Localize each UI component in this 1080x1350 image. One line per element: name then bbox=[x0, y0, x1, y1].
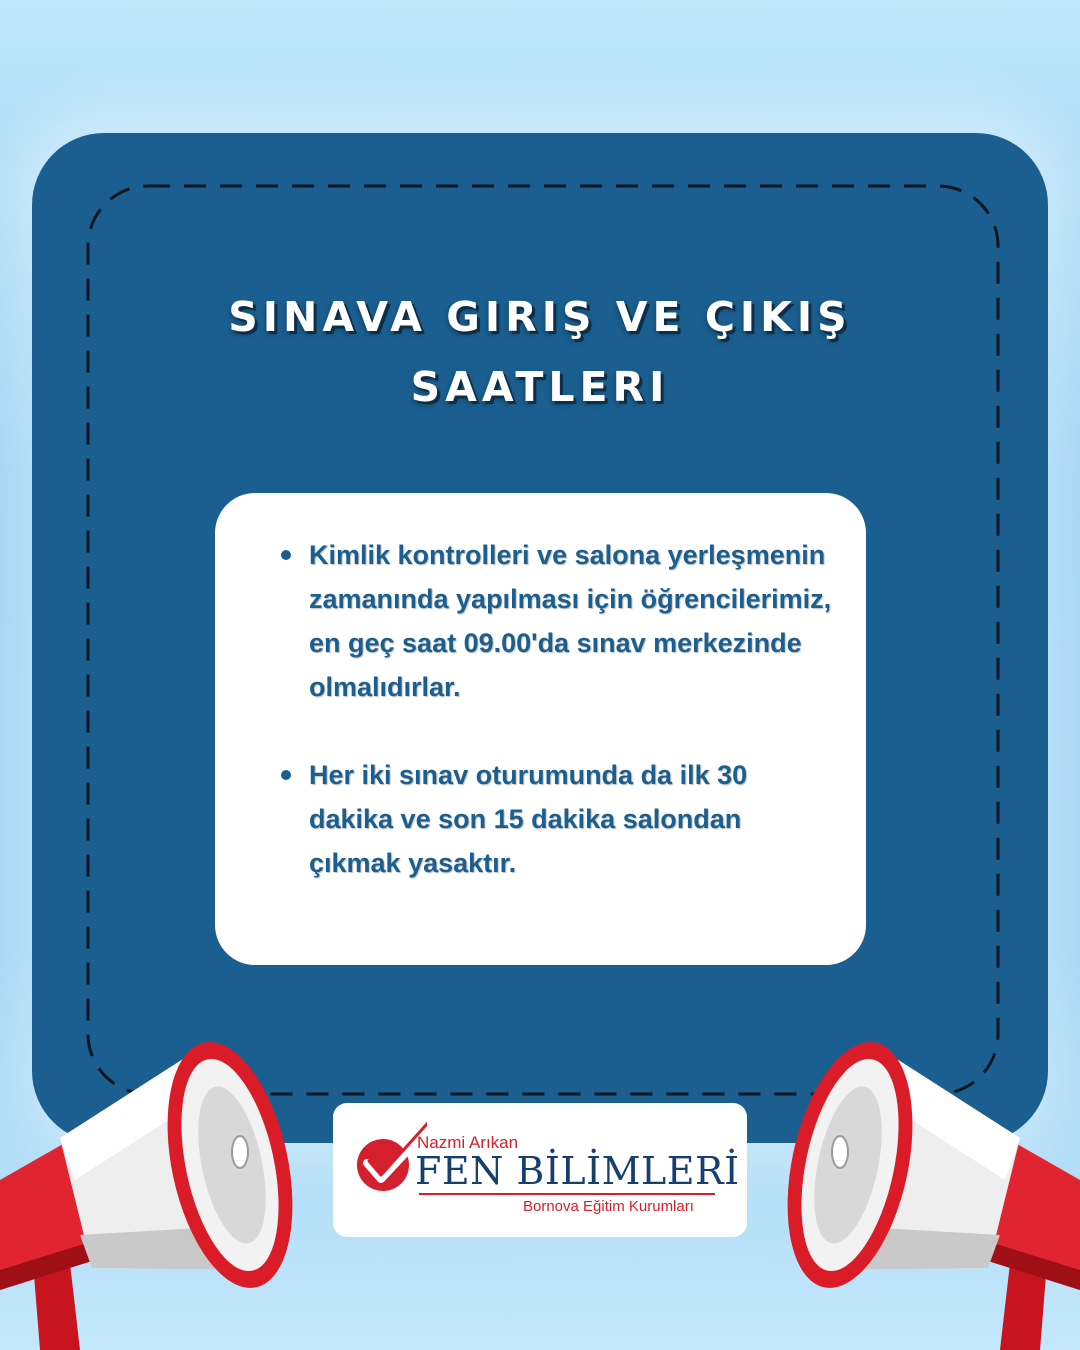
list-item bbox=[277, 533, 837, 709]
bullet-dot-icon bbox=[281, 550, 291, 560]
bullet-text: Her iki sınav oturumunda da ilk 30 dakika ve son 15 dakika salondan çıkmak yasaktır. bbox=[309, 760, 748, 878]
logo-card bbox=[333, 1103, 747, 1237]
logo-divider bbox=[419, 1193, 715, 1195]
megaphone-icon bbox=[0, 1020, 300, 1350]
logo-founder-name: Nazmi Arıkan bbox=[417, 1133, 519, 1152]
logo-title: FEN BİLİMLERİ bbox=[415, 1149, 740, 1193]
logo-subtitle: Bornova Eğitim Kurumları bbox=[523, 1198, 694, 1215]
bullet-text: Kimlik kontrolleri ve salona yerleşmenin zamanında yapılması için öğrencilerimiz, en geç saat 09.00'da sınav merkezinde olmalıdırlar. bbox=[309, 540, 832, 702]
megaphone-icon bbox=[780, 1020, 1080, 1350]
title-line-1: SINAVA GIRIŞ VE ÇIKIŞ bbox=[228, 293, 852, 341]
bullet-dot-icon bbox=[281, 770, 291, 780]
info-card bbox=[215, 493, 866, 965]
info-list bbox=[277, 533, 837, 885]
list-item bbox=[277, 753, 837, 885]
page-title bbox=[150, 282, 930, 422]
title-line-2: SAATLERI bbox=[410, 363, 670, 411]
